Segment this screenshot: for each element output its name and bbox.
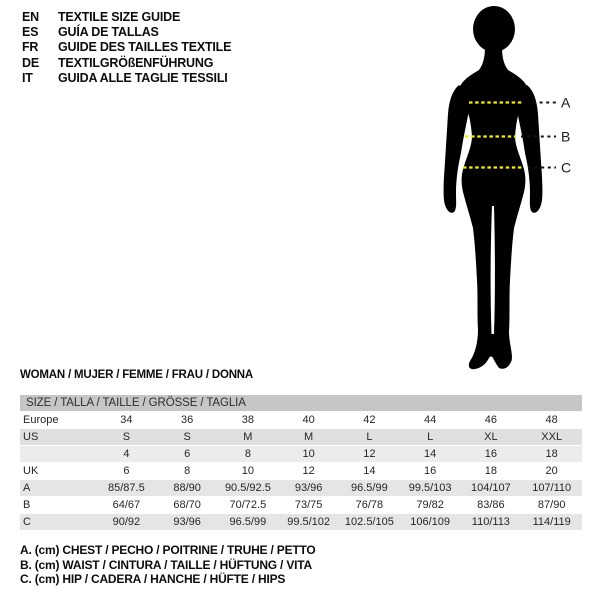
size-cell: 20: [521, 463, 582, 480]
size-cell: 10: [278, 446, 339, 463]
size-row-label: Europe: [20, 412, 96, 429]
size-cell: 90.5/92.5: [218, 480, 279, 497]
size-cell: S: [96, 429, 157, 446]
size-cell: 104/107: [461, 480, 522, 497]
size-cell: 36: [157, 412, 218, 429]
language-code: FR: [22, 40, 39, 55]
gender-heading: WOMAN / MUJER / FEMME / FRAU / DONNA: [20, 369, 254, 381]
size-table: [20, 395, 582, 531]
measurement-legend: [20, 543, 316, 587]
size-cell: 40: [278, 412, 339, 429]
language-row: [22, 40, 231, 55]
language-row: [22, 25, 231, 40]
size-table-row: [20, 446, 582, 463]
size-cell: 107/110: [521, 480, 582, 497]
woman-figure: [400, 0, 600, 380]
legend-line: A. (cm) CHEST / PECHO / POITRINE / TRUHE / PETTO: [20, 543, 316, 557]
size-cell: XXL: [521, 429, 582, 446]
size-cell: 44: [400, 412, 461, 429]
chest-marker-label: A: [561, 94, 571, 111]
size-row-label: [20, 446, 96, 463]
size-table-header-row: [20, 395, 582, 412]
size-row-label: UK: [20, 463, 96, 480]
size-table-row: [20, 429, 582, 446]
language-row: [22, 71, 231, 86]
size-row-label: US: [20, 429, 96, 446]
size-cell: 64/67: [96, 497, 157, 514]
size-cell: 8: [157, 463, 218, 480]
size-cell: 18: [521, 446, 582, 463]
size-cell: 46: [461, 412, 522, 429]
size-cell: XL: [461, 429, 522, 446]
language-title: TEXTILGRÖßENFÜHRUNG: [58, 55, 214, 70]
hip-marker-label: C: [561, 159, 572, 176]
size-cell: L: [339, 429, 400, 446]
legend-line: B. (cm) WAIST / CINTURA / TAILLE / HÜFTUNG / VITA: [20, 557, 312, 572]
size-table-row: [20, 412, 582, 429]
size-table-row: [20, 497, 582, 514]
size-cell: 96.5/99: [339, 480, 400, 497]
size-table-header: SIZE / TALLA / TAILLE / GRÖSSE / TAGLIA: [20, 395, 582, 412]
size-cell: 88/90: [157, 480, 218, 497]
language-code: EN: [22, 10, 39, 24]
language-row: [22, 10, 231, 25]
size-cell: 76/78: [339, 497, 400, 514]
language-title-list: [22, 10, 231, 86]
language-code: IT: [22, 70, 33, 85]
size-cell: 99.5/103: [400, 480, 461, 497]
language-code: ES: [22, 25, 39, 40]
size-row-label: B: [20, 497, 96, 514]
size-cell: 93/96: [278, 480, 339, 497]
head-shape: [473, 6, 515, 52]
size-cell: 10: [218, 463, 279, 480]
size-cell: M: [278, 429, 339, 446]
size-table-row: [20, 463, 582, 480]
language-title: GUIDA ALLE TAGLIE TESSILI: [58, 70, 228, 85]
size-cell: 83/86: [461, 497, 522, 514]
woman-silhouette-svg: [400, 0, 600, 380]
size-cell: 48: [521, 412, 582, 429]
size-cell: 68/70: [157, 497, 218, 514]
size-cell: S: [157, 429, 218, 446]
legend-line: C. (cm) HIP / CADERA / HANCHE / HÜFTE / HIPS: [20, 572, 286, 587]
size-cell: 12: [339, 446, 400, 463]
size-cell: 79/82: [400, 497, 461, 514]
size-cell: 6: [157, 446, 218, 463]
language-title: GUIDE DES TAILLES TEXTILE: [58, 40, 232, 55]
size-cell: 34: [96, 412, 157, 429]
language-title: TEXTILE SIZE GUIDE: [58, 10, 181, 24]
size-cell: 42: [339, 412, 400, 429]
size-cell: 8: [218, 446, 279, 463]
size-cell: 12: [278, 463, 339, 480]
size-cell: 90/92: [96, 514, 157, 531]
size-cell: 96.5/99: [218, 514, 279, 531]
language-title: GUÍA DE TALLAS: [58, 25, 159, 40]
size-row-label: A: [20, 480, 96, 497]
size-cell: 6: [96, 463, 157, 480]
size-row-label: C: [20, 514, 96, 531]
size-cell: 38: [218, 412, 279, 429]
size-cell: 114/119: [521, 514, 582, 531]
size-cell: 4: [96, 446, 157, 463]
size-cell: M: [218, 429, 279, 446]
size-cell: 18: [461, 463, 522, 480]
size-cell: 93/96: [157, 514, 218, 531]
waist-marker-label: B: [561, 128, 571, 145]
language-row: [22, 56, 231, 71]
size-table-row: [20, 480, 582, 497]
size-table-row: [20, 514, 582, 531]
size-cell: 102.5/105: [339, 514, 400, 531]
size-cell: 70/72.5: [218, 497, 279, 514]
size-cell: 16: [461, 446, 522, 463]
size-cell: 106/109: [400, 514, 461, 531]
language-code: DE: [22, 55, 39, 70]
size-cell: 14: [400, 446, 461, 463]
size-cell: 14: [339, 463, 400, 480]
size-cell: 110/113: [461, 514, 522, 531]
size-cell: 16: [400, 463, 461, 480]
size-cell: 87/90: [521, 497, 582, 514]
size-cell: 99.5/102: [278, 514, 339, 531]
size-cell: L: [400, 429, 461, 446]
size-cell: 73/75: [278, 497, 339, 514]
size-cell: 85/87.5: [96, 480, 157, 497]
